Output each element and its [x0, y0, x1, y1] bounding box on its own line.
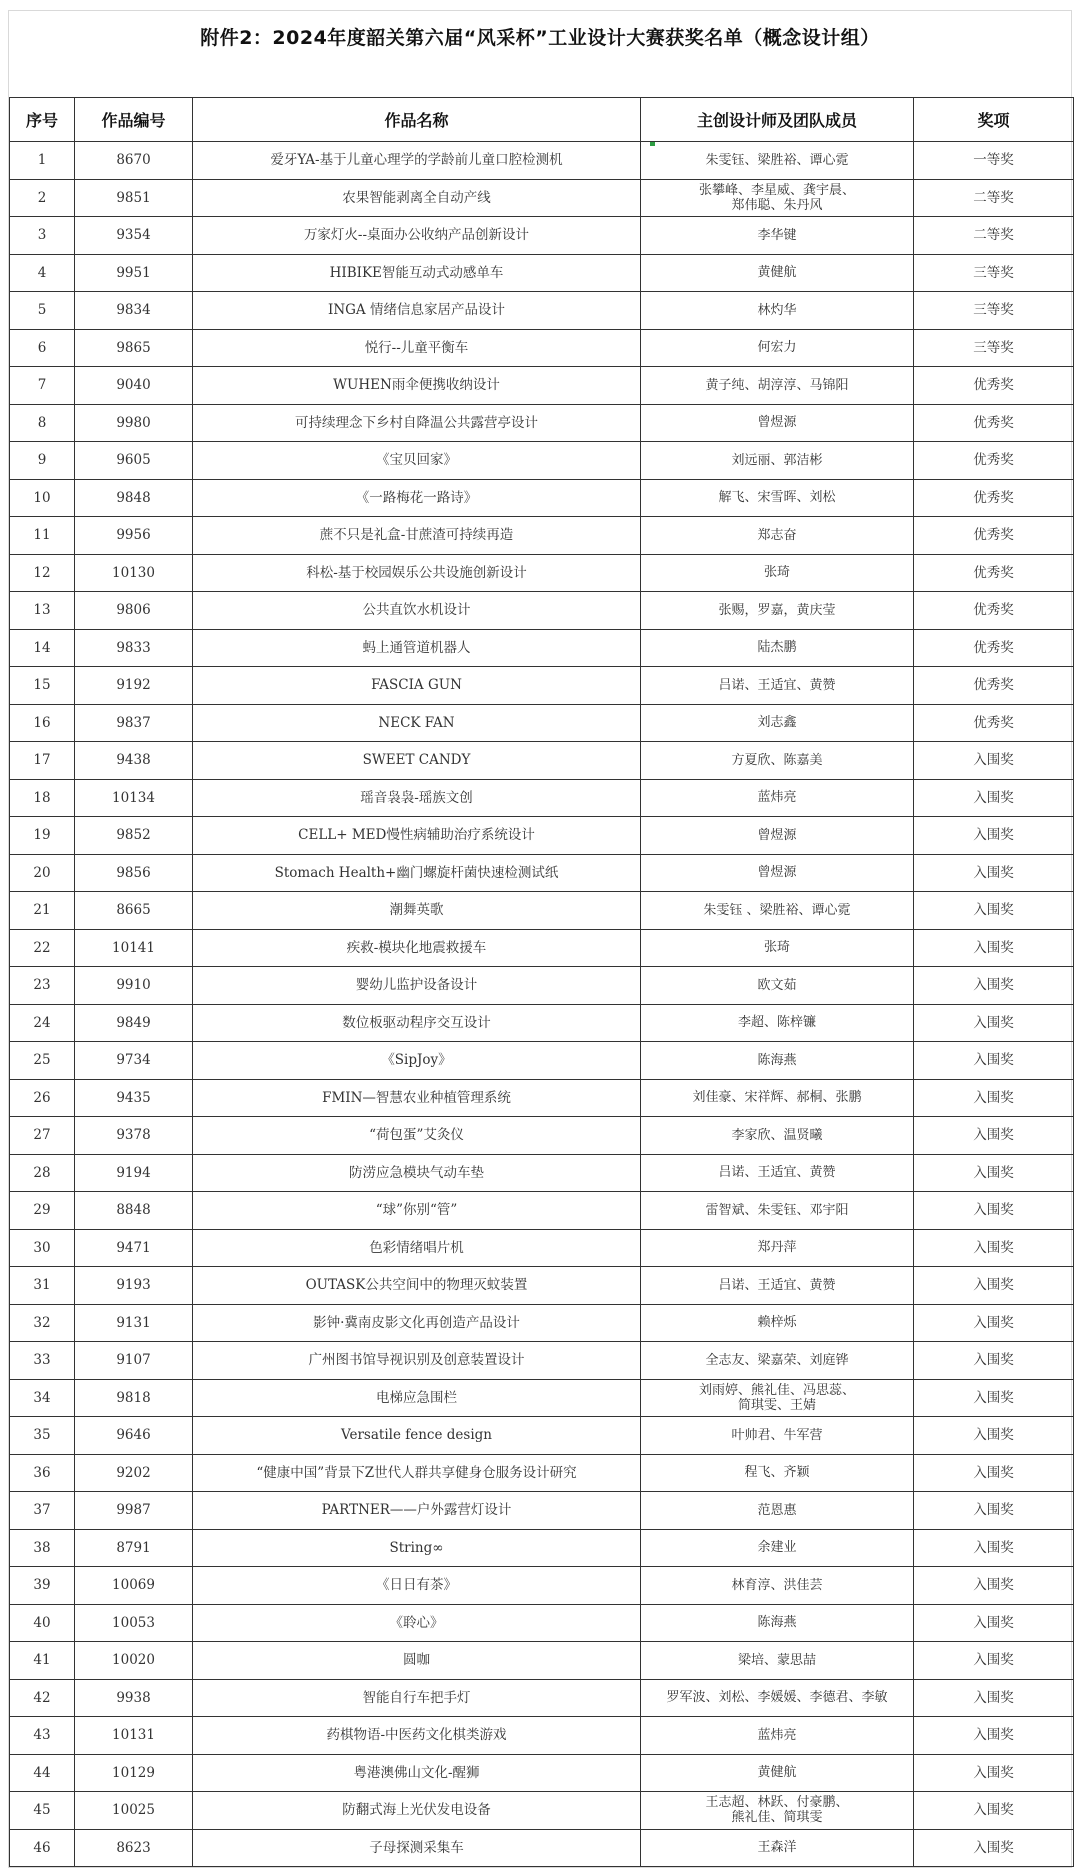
cell-work-name: 圆咖	[193, 1642, 641, 1680]
cell-index: 10	[10, 479, 75, 517]
cell-work-name: 爱牙YA-基于儿童心理学的学龄前儿童口腔检测机	[193, 142, 641, 180]
cell-work-id: 9435	[75, 1079, 193, 1117]
cell-index: 44	[10, 1754, 75, 1792]
table-row	[10, 1379, 1074, 1417]
cell-index: 20	[10, 854, 75, 892]
cell-award: 入围奖	[914, 1492, 1074, 1530]
table-row	[10, 629, 1074, 667]
cell-work-name: 《宝贝回家》	[193, 442, 641, 480]
cell-award: 入围奖	[914, 1642, 1074, 1680]
cell-index: 34	[10, 1379, 75, 1417]
award-table	[9, 97, 1074, 1867]
table-row	[10, 1642, 1074, 1680]
cell-designers: 王森洋	[641, 1829, 914, 1867]
cell-designers: 曾煜源	[641, 404, 914, 442]
cell-work-name: 《一路梅花一路诗》	[193, 479, 641, 517]
cell-index: 23	[10, 967, 75, 1005]
cell-award: 入围奖	[914, 1679, 1074, 1717]
cell-designers: 曾煜源	[641, 817, 914, 855]
document-sheet	[8, 10, 1072, 1868]
cell-index: 1	[10, 142, 75, 180]
cell-work-id: 9834	[75, 292, 193, 330]
table-row	[10, 704, 1074, 742]
cell-designers: 陈海燕	[641, 1042, 914, 1080]
cell-award: 入围奖	[914, 1342, 1074, 1380]
cell-designers: 刘佳豪、宋祥辉、郝桐、张鹏	[641, 1079, 914, 1117]
cell-designers: 张赐，罗嘉，黄庆莹	[641, 592, 914, 630]
cell-work-id: 9378	[75, 1117, 193, 1155]
cell-designers: 何宏力	[641, 329, 914, 367]
cell-index: 38	[10, 1529, 75, 1567]
cell-work-name: SWEET CANDY	[193, 742, 641, 780]
cell-designers: 蓝炜亮	[641, 779, 914, 817]
table-row	[10, 1417, 1074, 1455]
cell-work-id: 9987	[75, 1492, 193, 1530]
cell-work-name: HIBIKE智能互动式动感单车	[193, 254, 641, 292]
table-row	[10, 1529, 1074, 1567]
cell-index: 45	[10, 1792, 75, 1830]
cell-designers: 张琦	[641, 554, 914, 592]
cell-work-name: 智能自行车把手灯	[193, 1679, 641, 1717]
cell-index: 14	[10, 629, 75, 667]
cell-work-id: 9837	[75, 704, 193, 742]
cell-award: 入围奖	[914, 817, 1074, 855]
cell-work-id: 9910	[75, 967, 193, 1005]
table-row	[10, 329, 1074, 367]
cell-award: 入围奖	[914, 1529, 1074, 1567]
cell-index: 3	[10, 217, 75, 255]
cell-designers: 余建业	[641, 1529, 914, 1567]
cell-designers: 王志超、林跃、付豪鹏、 熊礼佳、简琪雯	[641, 1792, 914, 1830]
cell-designers: 吕诺、王适宜、黄赞	[641, 1267, 914, 1305]
cell-work-id: 9202	[75, 1454, 193, 1492]
cell-work-id: 10131	[75, 1717, 193, 1755]
cell-index: 5	[10, 292, 75, 330]
cell-work-id: 10053	[75, 1604, 193, 1642]
table-row	[10, 1267, 1074, 1305]
table-row	[10, 1004, 1074, 1042]
header-index: 序号	[10, 98, 75, 142]
cell-designers: 罗军波、刘松、李媛媛、李德君、李敏	[641, 1679, 914, 1717]
cell-index: 15	[10, 667, 75, 705]
cell-designers: 刘远丽、郭洁彬	[641, 442, 914, 480]
cell-index: 29	[10, 1192, 75, 1230]
cell-index: 17	[10, 742, 75, 780]
cell-award: 入围奖	[914, 1717, 1074, 1755]
cell-work-id: 10069	[75, 1567, 193, 1605]
header-designers: 主创设计师及团队成员	[641, 98, 914, 142]
cell-award: 优秀奖	[914, 404, 1074, 442]
cell-work-id: 9193	[75, 1267, 193, 1305]
cell-work-id: 9980	[75, 404, 193, 442]
cell-work-id: 9806	[75, 592, 193, 630]
table-row	[10, 1117, 1074, 1155]
cell-designers: 赖梓烁	[641, 1304, 914, 1342]
cell-designers: 解飞、宋雪晖、刘松	[641, 479, 914, 517]
table-row	[10, 592, 1074, 630]
cell-award: 入围奖	[914, 742, 1074, 780]
cell-designers: 梁培、蒙思喆	[641, 1642, 914, 1680]
cell-work-name: 潮舞英歌	[193, 892, 641, 930]
cell-work-name: 《聆心》	[193, 1604, 641, 1642]
cell-index: 37	[10, 1492, 75, 1530]
cell-index: 18	[10, 779, 75, 817]
cell-work-name: 数位板驱动程序交互设计	[193, 1004, 641, 1042]
cell-work-id: 8623	[75, 1829, 193, 1867]
cell-designers: 刘志鑫	[641, 704, 914, 742]
cell-work-name: 粤港澳佛山文化-醒狮	[193, 1754, 641, 1792]
cell-designers: 朱雯钰、梁胜裕、谭心霓	[641, 142, 914, 180]
cell-index: 26	[10, 1079, 75, 1117]
cell-work-name: 瑶音袅袅-瑶族文创	[193, 779, 641, 817]
cell-work-name: 防翻式海上光伏发电设备	[193, 1792, 641, 1830]
table-row	[10, 404, 1074, 442]
cell-award: 入围奖	[914, 967, 1074, 1005]
cell-award: 优秀奖	[914, 667, 1074, 705]
cell-work-name: “健康中国”背景下Z世代人群共享健身仓服务设计研究	[193, 1454, 641, 1492]
cell-award: 一等奖	[914, 142, 1074, 180]
cell-award: 入围奖	[914, 929, 1074, 967]
cell-work-name: 电梯应急围栏	[193, 1379, 641, 1417]
table-row	[10, 1679, 1074, 1717]
cell-award: 入围奖	[914, 1192, 1074, 1230]
table-row	[10, 517, 1074, 555]
cell-index: 24	[10, 1004, 75, 1042]
cell-award: 入围奖	[914, 1379, 1074, 1417]
cell-work-name: 《日日有茶》	[193, 1567, 641, 1605]
cell-work-id: 9938	[75, 1679, 193, 1717]
table-row	[10, 479, 1074, 517]
cell-work-id: 9192	[75, 667, 193, 705]
cell-index: 43	[10, 1717, 75, 1755]
table-row	[10, 367, 1074, 405]
cell-award: 入围奖	[914, 1604, 1074, 1642]
cell-work-name: 可持续理念下乡村自降温公共露营亭设计	[193, 404, 641, 442]
cell-award: 优秀奖	[914, 367, 1074, 405]
cell-work-name: 防涝应急模块气动车垫	[193, 1154, 641, 1192]
cell-designers: 蓝炜亮	[641, 1717, 914, 1755]
cell-designers: 刘雨婷、熊礼佳、冯思蕊、 简琪雯、王婧	[641, 1379, 914, 1417]
cell-designers: 曾煜源	[641, 854, 914, 892]
cell-work-name: 疾救-模块化地震救援车	[193, 929, 641, 967]
cell-work-id: 9865	[75, 329, 193, 367]
cell-index: 21	[10, 892, 75, 930]
cell-designers: 雷智斌、朱雯钰、邓宇阳	[641, 1192, 914, 1230]
cell-award: 二等奖	[914, 217, 1074, 255]
cell-work-name: FMIN—智慧农业种植管理系统	[193, 1079, 641, 1117]
cell-work-name: Versatile fence design	[193, 1417, 641, 1455]
cell-award: 入围奖	[914, 892, 1074, 930]
cell-work-name: 药棋物语-中医药文化棋类游戏	[193, 1717, 641, 1755]
cell-work-name: INGA 情绪信息家居产品设计	[193, 292, 641, 330]
cell-designers: 陆杰鹏	[641, 629, 914, 667]
cell-designers: 郑志奋	[641, 517, 914, 555]
table-row	[10, 1754, 1074, 1792]
cell-work-id: 9646	[75, 1417, 193, 1455]
table-row	[10, 1079, 1074, 1117]
cell-designers: 陈海燕	[641, 1604, 914, 1642]
cell-work-id: 10141	[75, 929, 193, 967]
cell-work-id: 9605	[75, 442, 193, 480]
cell-award: 入围奖	[914, 779, 1074, 817]
cell-work-id: 8670	[75, 142, 193, 180]
cell-work-name: 《SipJoy》	[193, 1042, 641, 1080]
cell-index: 25	[10, 1042, 75, 1080]
cell-award: 入围奖	[914, 1304, 1074, 1342]
cell-award: 入围奖	[914, 1567, 1074, 1605]
cell-work-id: 8665	[75, 892, 193, 930]
header-work-name: 作品名称	[193, 98, 641, 142]
cell-work-id: 9851	[75, 179, 193, 217]
cell-work-id: 10025	[75, 1792, 193, 1830]
cell-award: 入围奖	[914, 854, 1074, 892]
cell-designers: 范恩惠	[641, 1492, 914, 1530]
cell-designers: 郑丹萍	[641, 1229, 914, 1267]
cell-designers: 黄健航	[641, 254, 914, 292]
cell-index: 35	[10, 1417, 75, 1455]
cell-index: 19	[10, 817, 75, 855]
cell-work-id: 9852	[75, 817, 193, 855]
cell-award: 优秀奖	[914, 479, 1074, 517]
cell-award: 入围奖	[914, 1829, 1074, 1867]
cell-award: 入围奖	[914, 1454, 1074, 1492]
cell-designers: 林育淳、洪佳芸	[641, 1567, 914, 1605]
table-row	[10, 779, 1074, 817]
cell-work-name: 蚂上通管道机器人	[193, 629, 641, 667]
table-row	[10, 1567, 1074, 1605]
cell-index: 42	[10, 1679, 75, 1717]
cell-award: 优秀奖	[914, 592, 1074, 630]
table-row	[10, 1154, 1074, 1192]
cell-work-name: WUHEN雨伞便携收纳设计	[193, 367, 641, 405]
cell-work-name: 影钟·冀南皮影文化再创造产品设计	[193, 1304, 641, 1342]
cell-index: 40	[10, 1604, 75, 1642]
cell-award: 入围奖	[914, 1042, 1074, 1080]
cell-work-name: 蔗不只是礼盒-甘蔗渣可持续再造	[193, 517, 641, 555]
cell-work-id: 9194	[75, 1154, 193, 1192]
table-row	[10, 1829, 1074, 1867]
cell-work-name: CELL+ MED慢性病辅助治疗系统设计	[193, 817, 641, 855]
cell-index: 28	[10, 1154, 75, 1192]
table-header-row	[10, 98, 1074, 142]
cell-index: 6	[10, 329, 75, 367]
cell-designers: 李超、陈梓镰	[641, 1004, 914, 1042]
cell-award: 入围奖	[914, 1004, 1074, 1042]
table-row	[10, 1492, 1074, 1530]
table-row	[10, 967, 1074, 1005]
table-row	[10, 742, 1074, 780]
cell-award: 入围奖	[914, 1267, 1074, 1305]
cell-work-id: 9107	[75, 1342, 193, 1380]
cell-award: 优秀奖	[914, 517, 1074, 555]
cell-designers: 吕诺、王适宜、黄赞	[641, 667, 914, 705]
cell-work-name: 农果智能剥离全自动产线	[193, 179, 641, 217]
cell-designers: 全志友、梁嘉荣、刘庭铧	[641, 1342, 914, 1380]
table-row	[10, 667, 1074, 705]
cell-work-id: 9438	[75, 742, 193, 780]
cell-designers: 李家欣、温贤曦	[641, 1117, 914, 1155]
cell-work-name: FASCIA GUN	[193, 667, 641, 705]
cell-work-id: 9849	[75, 1004, 193, 1042]
cell-work-id: 9818	[75, 1379, 193, 1417]
table-row	[10, 554, 1074, 592]
cell-index: 12	[10, 554, 75, 592]
table-row	[10, 1792, 1074, 1830]
cell-index: 31	[10, 1267, 75, 1305]
table-row	[10, 1229, 1074, 1267]
cell-designers: 方夏欣、陈嘉美	[641, 742, 914, 780]
cell-work-id: 9734	[75, 1042, 193, 1080]
cell-work-id: 9471	[75, 1229, 193, 1267]
cell-designers: 黄子纯、胡淳淳、马锦阳	[641, 367, 914, 405]
cell-index: 46	[10, 1829, 75, 1867]
table-row	[10, 1604, 1074, 1642]
cell-award: 三等奖	[914, 254, 1074, 292]
cell-award: 优秀奖	[914, 554, 1074, 592]
cell-work-name: NECK FAN	[193, 704, 641, 742]
cell-work-id: 10129	[75, 1754, 193, 1792]
cell-index: 39	[10, 1567, 75, 1605]
cell-work-name: 万家灯火--桌面办公收纳产品创新设计	[193, 217, 641, 255]
table-row	[10, 1717, 1074, 1755]
cell-index: 22	[10, 929, 75, 967]
cell-index: 9	[10, 442, 75, 480]
table-body	[10, 142, 1074, 1867]
cell-work-id: 10134	[75, 779, 193, 817]
table-row	[10, 179, 1074, 217]
table-row	[10, 1454, 1074, 1492]
cell-award: 入围奖	[914, 1754, 1074, 1792]
cell-work-id: 9856	[75, 854, 193, 892]
cell-designers: 林灼华	[641, 292, 914, 330]
cell-work-name: 婴幼儿监护设备设计	[193, 967, 641, 1005]
cell-award: 三等奖	[914, 292, 1074, 330]
cell-designers: 朱雯钰 、梁胜裕、谭心霓	[641, 892, 914, 930]
cell-designers: 张攀峰、李星威、龚宇晨、 郑伟聪、朱丹风	[641, 179, 914, 217]
cell-work-name: OUTASK公共空间中的物理灭蚊装置	[193, 1267, 641, 1305]
table-row	[10, 1304, 1074, 1342]
cell-work-name: Stomach Health+幽门螺旋杆菌快速检测试纸	[193, 854, 641, 892]
cell-work-id: 10020	[75, 1642, 193, 1680]
header-award: 奖项	[914, 98, 1074, 142]
cell-index: 16	[10, 704, 75, 742]
cell-designers: 李华键	[641, 217, 914, 255]
cell-award: 入围奖	[914, 1117, 1074, 1155]
cell-work-name: PARTNER——户外露营灯设计	[193, 1492, 641, 1530]
cell-designers: 吕诺、王适宜、黄赞	[641, 1154, 914, 1192]
table-row	[10, 1342, 1074, 1380]
cell-work-id: 9354	[75, 217, 193, 255]
cell-work-id: 10130	[75, 554, 193, 592]
cell-award: 入围奖	[914, 1079, 1074, 1117]
cell-designers: 欧文茹	[641, 967, 914, 1005]
table-row	[10, 929, 1074, 967]
table-row	[10, 892, 1074, 930]
cell-index: 33	[10, 1342, 75, 1380]
cell-work-id: 9848	[75, 479, 193, 517]
table-row	[10, 854, 1074, 892]
cell-award: 优秀奖	[914, 629, 1074, 667]
cell-index: 4	[10, 254, 75, 292]
cell-index: 8	[10, 404, 75, 442]
cell-work-name: String∞	[193, 1529, 641, 1567]
header-work-id: 作品编号	[75, 98, 193, 142]
cell-designers: 叶帅君、牛军营	[641, 1417, 914, 1455]
cell-award: 优秀奖	[914, 442, 1074, 480]
cell-index: 2	[10, 179, 75, 217]
cell-work-id: 9956	[75, 517, 193, 555]
cell-work-name: 子母探测采集车	[193, 1829, 641, 1867]
cell-award: 优秀奖	[914, 704, 1074, 742]
cell-index: 27	[10, 1117, 75, 1155]
table-row	[10, 1042, 1074, 1080]
cell-work-id: 9040	[75, 367, 193, 405]
cell-work-name: 色彩情绪唱片机	[193, 1229, 641, 1267]
cell-work-id: 9833	[75, 629, 193, 667]
cell-index: 32	[10, 1304, 75, 1342]
cell-index: 36	[10, 1454, 75, 1492]
table-row	[10, 442, 1074, 480]
table-row	[10, 1192, 1074, 1230]
cell-index: 41	[10, 1642, 75, 1680]
cell-work-name: 悦行--儿童平衡车	[193, 329, 641, 367]
cell-award: 入围奖	[914, 1792, 1074, 1830]
cell-index: 13	[10, 592, 75, 630]
table-row	[10, 142, 1074, 180]
cell-designers: 程飞、齐颖	[641, 1454, 914, 1492]
cell-work-id: 8791	[75, 1529, 193, 1567]
cell-index: 7	[10, 367, 75, 405]
table-row	[10, 254, 1074, 292]
table-row	[10, 217, 1074, 255]
cell-work-id: 9951	[75, 254, 193, 292]
cell-designers: 张琦	[641, 929, 914, 967]
document-title: 附件2：2024年度韶关第六届“风采杯”工业设计大赛获奖名单（概念设计组）	[200, 27, 880, 49]
cell-work-name: “球”你别“管”	[193, 1192, 641, 1230]
cell-work-name: 科松-基于校园娱乐公共设施创新设计	[193, 554, 641, 592]
cell-award: 三等奖	[914, 329, 1074, 367]
cell-award: 入围奖	[914, 1229, 1074, 1267]
cell-work-id: 8848	[75, 1192, 193, 1230]
table-row	[10, 817, 1074, 855]
cell-index: 11	[10, 517, 75, 555]
cell-index: 30	[10, 1229, 75, 1267]
cell-award: 入围奖	[914, 1154, 1074, 1192]
cell-designers: 黄健航	[641, 1754, 914, 1792]
table-row	[10, 292, 1074, 330]
cell-work-name: 公共直饮水机设计	[193, 592, 641, 630]
cell-work-name: “荷包蛋”艾灸仪	[193, 1117, 641, 1155]
cell-award: 入围奖	[914, 1417, 1074, 1455]
cell-work-id: 9131	[75, 1304, 193, 1342]
cell-award: 二等奖	[914, 179, 1074, 217]
cell-work-name: 广州图书馆导视识别及创意装置设计	[193, 1342, 641, 1380]
